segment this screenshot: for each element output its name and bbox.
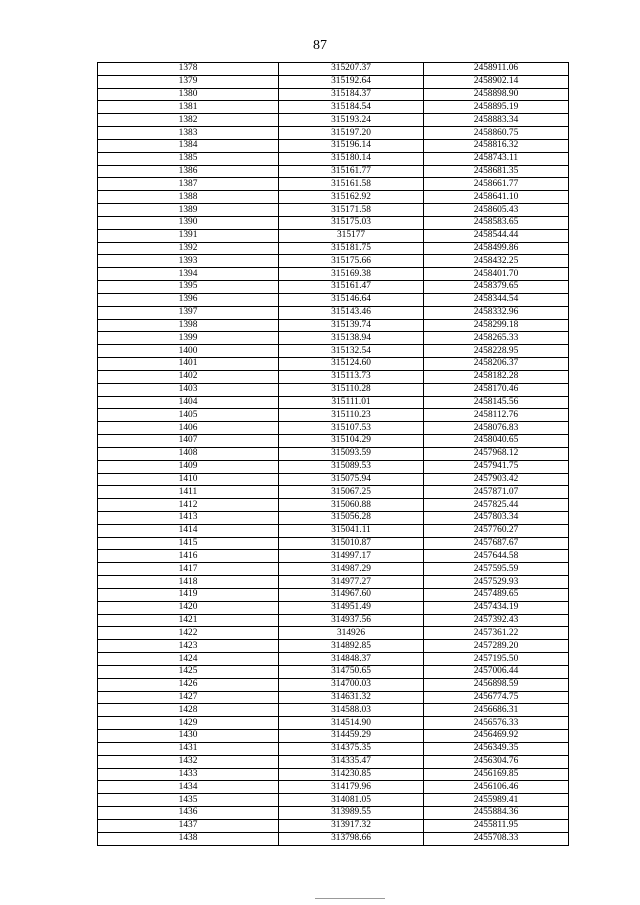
y-coordinate-cell: 2458902.14 xyxy=(424,75,569,88)
point-number-cell: 1402 xyxy=(98,370,279,383)
table-row xyxy=(98,319,569,332)
point-number-cell: 1401 xyxy=(98,358,279,371)
y-coordinate-cell: 2455708.33 xyxy=(424,832,569,845)
x-coordinate-cell: 314588.03 xyxy=(279,704,424,717)
x-coordinate-cell: 314967.60 xyxy=(279,588,424,601)
x-coordinate-cell: 315093.59 xyxy=(279,447,424,460)
table-row xyxy=(98,486,569,499)
y-coordinate-cell: 2458641.10 xyxy=(424,191,569,204)
table-row xyxy=(98,242,569,255)
page-number: 87 xyxy=(313,38,327,53)
point-number-cell: 1422 xyxy=(98,627,279,640)
x-coordinate-cell: 315138.94 xyxy=(279,332,424,345)
table-row xyxy=(98,730,569,743)
y-coordinate-cell: 2458605.43 xyxy=(424,204,569,217)
point-number-cell: 1384 xyxy=(98,139,279,152)
point-number-cell: 1396 xyxy=(98,293,279,306)
point-number-cell: 1414 xyxy=(98,524,279,537)
x-coordinate-cell: 314937.56 xyxy=(279,614,424,627)
point-number-cell: 1383 xyxy=(98,127,279,140)
point-number-cell: 1386 xyxy=(98,165,279,178)
table-row xyxy=(98,370,569,383)
point-number-cell: 1398 xyxy=(98,319,279,332)
table-row xyxy=(98,139,569,152)
coordinates-table xyxy=(97,62,569,846)
y-coordinate-cell: 2457529.93 xyxy=(424,576,569,589)
y-coordinate-cell: 2458182.28 xyxy=(424,370,569,383)
point-number-cell: 1417 xyxy=(98,563,279,576)
table-row xyxy=(98,383,569,396)
point-number-cell: 1437 xyxy=(98,819,279,832)
table-row xyxy=(98,255,569,268)
table-row xyxy=(98,601,569,614)
point-number-cell: 1391 xyxy=(98,229,279,242)
point-number-cell: 1389 xyxy=(98,204,279,217)
x-coordinate-cell: 315197.20 xyxy=(279,127,424,140)
y-coordinate-cell: 2457760.27 xyxy=(424,524,569,537)
x-coordinate-cell: 315124.60 xyxy=(279,358,424,371)
point-number-cell: 1406 xyxy=(98,422,279,435)
table-row xyxy=(98,819,569,832)
table-row xyxy=(98,807,569,820)
point-number-cell: 1378 xyxy=(98,63,279,76)
table-row xyxy=(98,781,569,794)
point-number-cell: 1380 xyxy=(98,88,279,101)
table-row xyxy=(98,229,569,242)
point-number-cell: 1430 xyxy=(98,730,279,743)
x-coordinate-cell: 315184.37 xyxy=(279,88,424,101)
x-coordinate-cell: 315181.75 xyxy=(279,242,424,255)
point-number-cell: 1381 xyxy=(98,101,279,114)
x-coordinate-cell: 315161.58 xyxy=(279,178,424,191)
table-row xyxy=(98,717,569,730)
y-coordinate-cell: 2458332.96 xyxy=(424,306,569,319)
table-row xyxy=(98,63,569,76)
table-row xyxy=(98,409,569,422)
point-number-cell: 1424 xyxy=(98,653,279,666)
x-coordinate-cell: 314987.29 xyxy=(279,563,424,576)
y-coordinate-cell: 2457687.67 xyxy=(424,537,569,550)
point-number-cell: 1423 xyxy=(98,640,279,653)
point-number-cell: 1413 xyxy=(98,511,279,524)
table-row xyxy=(98,678,569,691)
x-coordinate-cell: 315113.73 xyxy=(279,370,424,383)
x-coordinate-cell: 314977.27 xyxy=(279,576,424,589)
table-row xyxy=(98,665,569,678)
x-coordinate-cell: 315139.74 xyxy=(279,319,424,332)
x-coordinate-cell: 315162.92 xyxy=(279,191,424,204)
y-coordinate-cell: 2458816.32 xyxy=(424,139,569,152)
y-coordinate-cell: 2458911.06 xyxy=(424,63,569,76)
point-number-cell: 1429 xyxy=(98,717,279,730)
x-coordinate-cell: 315089.53 xyxy=(279,460,424,473)
y-coordinate-cell: 2458883.34 xyxy=(424,114,569,127)
table-row xyxy=(98,653,569,666)
y-coordinate-cell: 2458499.86 xyxy=(424,242,569,255)
table-row xyxy=(98,268,569,281)
table-row xyxy=(98,435,569,448)
x-coordinate-cell: 315177 xyxy=(279,229,424,242)
table-row xyxy=(98,88,569,101)
y-coordinate-cell: 2456576.33 xyxy=(424,717,569,730)
y-coordinate-cell: 2458145.56 xyxy=(424,396,569,409)
x-coordinate-cell: 314081.05 xyxy=(279,794,424,807)
x-coordinate-cell: 314926 xyxy=(279,627,424,640)
y-coordinate-cell: 2457825.44 xyxy=(424,499,569,512)
table-row xyxy=(98,627,569,640)
x-coordinate-cell: 315041.11 xyxy=(279,524,424,537)
y-coordinate-cell: 2458206.37 xyxy=(424,358,569,371)
x-coordinate-cell: 315171.58 xyxy=(279,204,424,217)
point-number-cell: 1399 xyxy=(98,332,279,345)
y-coordinate-cell: 2458299.18 xyxy=(424,319,569,332)
point-number-cell: 1403 xyxy=(98,383,279,396)
y-coordinate-cell: 2458265.33 xyxy=(424,332,569,345)
point-number-cell: 1409 xyxy=(98,460,279,473)
x-coordinate-cell: 315192.64 xyxy=(279,75,424,88)
table-row xyxy=(98,306,569,319)
table-row xyxy=(98,742,569,755)
x-coordinate-cell: 314892.85 xyxy=(279,640,424,653)
x-coordinate-cell: 314335.47 xyxy=(279,755,424,768)
point-number-cell: 1404 xyxy=(98,396,279,409)
y-coordinate-cell: 2457803.34 xyxy=(424,511,569,524)
x-coordinate-cell: 315107.53 xyxy=(279,422,424,435)
table-row xyxy=(98,537,569,550)
point-number-cell: 1435 xyxy=(98,794,279,807)
y-coordinate-cell: 2456686.31 xyxy=(424,704,569,717)
table-row xyxy=(98,152,569,165)
table-row xyxy=(98,614,569,627)
point-number-cell: 1425 xyxy=(98,665,279,678)
x-coordinate-cell: 315193.24 xyxy=(279,114,424,127)
table-row xyxy=(98,704,569,717)
table-row xyxy=(98,114,569,127)
y-coordinate-cell: 2458860.75 xyxy=(424,127,569,140)
y-coordinate-cell: 2455811.95 xyxy=(424,819,569,832)
x-coordinate-cell: 315175.03 xyxy=(279,216,424,229)
point-number-cell: 1388 xyxy=(98,191,279,204)
point-number-cell: 1385 xyxy=(98,152,279,165)
point-number-cell: 1390 xyxy=(98,216,279,229)
x-coordinate-cell: 315010.87 xyxy=(279,537,424,550)
x-coordinate-cell: 315075.94 xyxy=(279,473,424,486)
x-coordinate-cell: 315056.28 xyxy=(279,511,424,524)
point-number-cell: 1410 xyxy=(98,473,279,486)
y-coordinate-cell: 2457968.12 xyxy=(424,447,569,460)
point-number-cell: 1411 xyxy=(98,486,279,499)
table-row xyxy=(98,499,569,512)
table-row xyxy=(98,460,569,473)
y-coordinate-cell: 2457595.59 xyxy=(424,563,569,576)
y-coordinate-cell: 2457644.58 xyxy=(424,550,569,563)
point-number-cell: 1393 xyxy=(98,255,279,268)
x-coordinate-cell: 315132.54 xyxy=(279,345,424,358)
point-number-cell: 1433 xyxy=(98,768,279,781)
y-coordinate-cell: 2456304.76 xyxy=(424,755,569,768)
y-coordinate-cell: 2457006.44 xyxy=(424,665,569,678)
y-coordinate-cell: 2456898.59 xyxy=(424,678,569,691)
y-coordinate-cell: 2458681.35 xyxy=(424,165,569,178)
point-number-cell: 1392 xyxy=(98,242,279,255)
x-coordinate-cell: 314700.03 xyxy=(279,678,424,691)
table-row xyxy=(98,550,569,563)
point-number-cell: 1405 xyxy=(98,409,279,422)
table-row xyxy=(98,396,569,409)
x-coordinate-cell: 315196.14 xyxy=(279,139,424,152)
y-coordinate-cell: 2458583.65 xyxy=(424,216,569,229)
x-coordinate-cell: 313917.32 xyxy=(279,819,424,832)
table-row xyxy=(98,794,569,807)
table-row xyxy=(98,447,569,460)
point-number-cell: 1412 xyxy=(98,499,279,512)
table-row xyxy=(98,768,569,781)
y-coordinate-cell: 2458401.70 xyxy=(424,268,569,281)
point-number-cell: 1432 xyxy=(98,755,279,768)
point-number-cell: 1400 xyxy=(98,345,279,358)
table-row xyxy=(98,204,569,217)
y-coordinate-cell: 2458743.11 xyxy=(424,152,569,165)
table-row xyxy=(98,422,569,435)
table-row xyxy=(98,576,569,589)
y-coordinate-cell: 2458432.25 xyxy=(424,255,569,268)
y-coordinate-cell: 2458344.54 xyxy=(424,293,569,306)
table-row xyxy=(98,588,569,601)
x-coordinate-cell: 314951.49 xyxy=(279,601,424,614)
y-coordinate-cell: 2455884.36 xyxy=(424,807,569,820)
y-coordinate-cell: 2457941.75 xyxy=(424,460,569,473)
point-number-cell: 1431 xyxy=(98,742,279,755)
table-row xyxy=(98,345,569,358)
y-coordinate-cell: 2456106.46 xyxy=(424,781,569,794)
table-row xyxy=(98,75,569,88)
table-row xyxy=(98,691,569,704)
table-row xyxy=(98,101,569,114)
point-number-cell: 1420 xyxy=(98,601,279,614)
point-number-cell: 1438 xyxy=(98,832,279,845)
point-number-cell: 1421 xyxy=(98,614,279,627)
x-coordinate-cell: 315104.29 xyxy=(279,435,424,448)
y-coordinate-cell: 2457289.20 xyxy=(424,640,569,653)
x-coordinate-cell: 315184.54 xyxy=(279,101,424,114)
table-row xyxy=(98,165,569,178)
y-coordinate-cell: 2456469.92 xyxy=(424,730,569,743)
table-row xyxy=(98,332,569,345)
table-row xyxy=(98,511,569,524)
table-row xyxy=(98,127,569,140)
table-row xyxy=(98,640,569,653)
x-coordinate-cell: 314514.90 xyxy=(279,717,424,730)
x-coordinate-cell: 314459.29 xyxy=(279,730,424,743)
y-coordinate-cell: 2456774.75 xyxy=(424,691,569,704)
y-coordinate-cell: 2458661.77 xyxy=(424,178,569,191)
x-coordinate-cell: 314375.35 xyxy=(279,742,424,755)
table-row xyxy=(98,191,569,204)
y-coordinate-cell: 2455989.41 xyxy=(424,794,569,807)
x-coordinate-cell: 313989.55 xyxy=(279,807,424,820)
table-row xyxy=(98,524,569,537)
point-number-cell: 1397 xyxy=(98,306,279,319)
point-number-cell: 1408 xyxy=(98,447,279,460)
y-coordinate-cell: 2458040.65 xyxy=(424,435,569,448)
x-coordinate-cell: 315110.23 xyxy=(279,409,424,422)
y-coordinate-cell: 2456169.85 xyxy=(424,768,569,781)
y-coordinate-cell: 2457489.65 xyxy=(424,588,569,601)
table-row xyxy=(98,358,569,371)
x-coordinate-cell: 315067.25 xyxy=(279,486,424,499)
point-number-cell: 1394 xyxy=(98,268,279,281)
point-number-cell: 1407 xyxy=(98,435,279,448)
y-coordinate-cell: 2457434.19 xyxy=(424,601,569,614)
x-coordinate-cell: 314631.32 xyxy=(279,691,424,704)
table-row xyxy=(98,755,569,768)
y-coordinate-cell: 2457903.42 xyxy=(424,473,569,486)
y-coordinate-cell: 2458379.65 xyxy=(424,281,569,294)
x-coordinate-cell: 314750.65 xyxy=(279,665,424,678)
x-coordinate-cell: 315169.38 xyxy=(279,268,424,281)
point-number-cell: 1428 xyxy=(98,704,279,717)
bottom-rule xyxy=(315,898,385,899)
y-coordinate-cell: 2457195.50 xyxy=(424,653,569,666)
x-coordinate-cell: 315175.66 xyxy=(279,255,424,268)
x-coordinate-cell: 314848.37 xyxy=(279,653,424,666)
x-coordinate-cell: 315060.88 xyxy=(279,499,424,512)
table-row xyxy=(98,178,569,191)
point-number-cell: 1416 xyxy=(98,550,279,563)
x-coordinate-cell: 313798.66 xyxy=(279,832,424,845)
y-coordinate-cell: 2458898.90 xyxy=(424,88,569,101)
point-number-cell: 1415 xyxy=(98,537,279,550)
y-coordinate-cell: 2458112.76 xyxy=(424,409,569,422)
x-coordinate-cell: 315161.77 xyxy=(279,165,424,178)
table-row xyxy=(98,216,569,229)
y-coordinate-cell: 2457871.07 xyxy=(424,486,569,499)
y-coordinate-cell: 2458895.19 xyxy=(424,101,569,114)
x-coordinate-cell: 315161.47 xyxy=(279,281,424,294)
x-coordinate-cell: 315110.28 xyxy=(279,383,424,396)
x-coordinate-cell: 314179.96 xyxy=(279,781,424,794)
point-number-cell: 1395 xyxy=(98,281,279,294)
x-coordinate-cell: 314230.85 xyxy=(279,768,424,781)
point-number-cell: 1379 xyxy=(98,75,279,88)
point-number-cell: 1387 xyxy=(98,178,279,191)
x-coordinate-cell: 315146.64 xyxy=(279,293,424,306)
point-number-cell: 1427 xyxy=(98,691,279,704)
y-coordinate-cell: 2457361.22 xyxy=(424,627,569,640)
table-row xyxy=(98,473,569,486)
point-number-cell: 1382 xyxy=(98,114,279,127)
x-coordinate-cell: 315111.01 xyxy=(279,396,424,409)
table-row xyxy=(98,832,569,845)
point-number-cell: 1426 xyxy=(98,678,279,691)
table-row xyxy=(98,293,569,306)
table-row xyxy=(98,563,569,576)
y-coordinate-cell: 2457392.43 xyxy=(424,614,569,627)
point-number-cell: 1418 xyxy=(98,576,279,589)
y-coordinate-cell: 2458228.95 xyxy=(424,345,569,358)
point-number-cell: 1419 xyxy=(98,588,279,601)
point-number-cell: 1434 xyxy=(98,781,279,794)
y-coordinate-cell: 2458076.83 xyxy=(424,422,569,435)
y-coordinate-cell: 2458170.46 xyxy=(424,383,569,396)
table-row xyxy=(98,281,569,294)
x-coordinate-cell: 314997.17 xyxy=(279,550,424,563)
point-number-cell: 1436 xyxy=(98,807,279,820)
y-coordinate-cell: 2456349.35 xyxy=(424,742,569,755)
x-coordinate-cell: 315180.14 xyxy=(279,152,424,165)
x-coordinate-cell: 315143.46 xyxy=(279,306,424,319)
coordinates-table-body xyxy=(98,63,569,846)
y-coordinate-cell: 2458544.44 xyxy=(424,229,569,242)
x-coordinate-cell: 315207.37 xyxy=(279,63,424,76)
